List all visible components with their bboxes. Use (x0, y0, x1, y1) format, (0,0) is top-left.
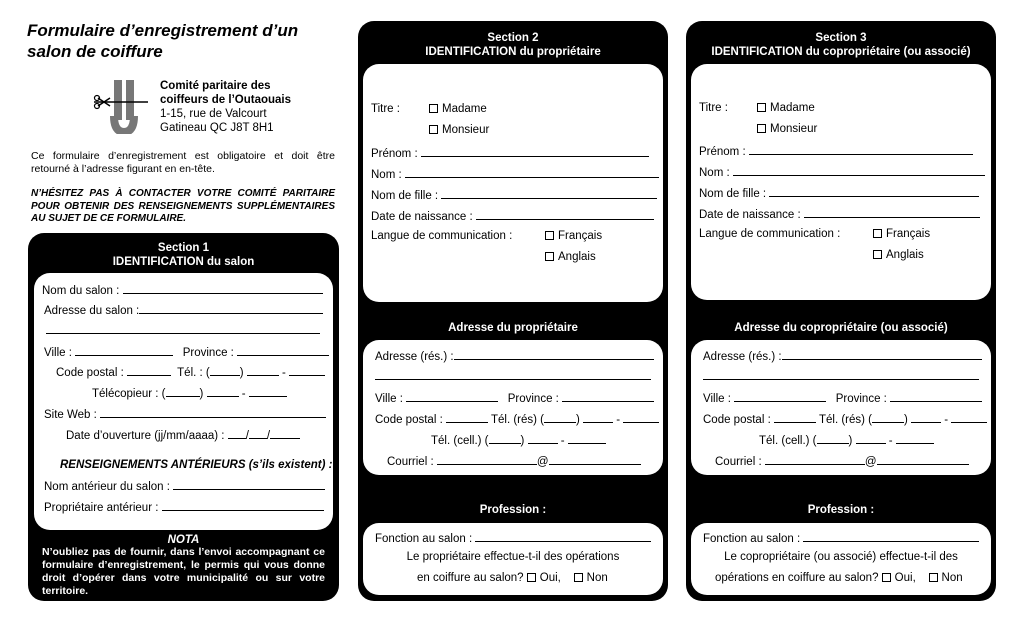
code-postal-field-s2[interactable] (446, 412, 488, 423)
monsieur-checkbox-s3[interactable] (757, 124, 766, 133)
province-label-s3: Province : (835, 393, 887, 405)
adresse-salon-label: Adresse du salon : (44, 305, 140, 317)
section1-number: Section 1 (157, 242, 210, 254)
fonction-label-s2: Fonction au salon : (375, 533, 473, 545)
nom-anterieur-label: Nom antérieur du salon : (44, 481, 170, 493)
section2-heading: IDENTIFICATION du propriétaire (425, 46, 601, 58)
code-postal-label: Code postal : (56, 367, 124, 379)
nom-anterieur-field[interactable] (173, 479, 325, 490)
adresse-res-label-s3: Adresse (rés.) : (703, 351, 782, 363)
titre-label-s3: Titre : (699, 102, 728, 114)
fonction-label-s3: Fonction au salon : (703, 533, 801, 545)
section2-card (358, 21, 668, 601)
code-postal-field[interactable] (127, 365, 171, 376)
question-line1-s2: Le propriétaire effectue-t-il des opérations (406, 551, 620, 563)
ville-label-s3: Ville : (703, 393, 731, 405)
nom-label-s3: Nom : (699, 167, 730, 179)
courriel-domain-field-s3[interactable] (877, 454, 969, 465)
adresse-res-field-2[interactable] (375, 369, 651, 380)
section3-heading: IDENTIFICATION du copropriétaire (ou associé) (711, 46, 971, 58)
tel-area-field[interactable] (210, 365, 240, 376)
scissors-comb-logo-icon (92, 78, 152, 134)
tel-res-field-2-s3[interactable] (951, 412, 987, 423)
org-address1: 1-15, rue de Valcourt (160, 108, 267, 120)
form-title: Formulaire d’enregistrement d’un salon de coiffure (27, 21, 299, 61)
tel-res-label: Tél. (rés) ( (490, 414, 544, 426)
tel-res-field-2[interactable] (623, 412, 659, 423)
prenom-label-s3: Prénom : (699, 146, 746, 158)
question-line1-s3: Le copropriétaire (ou associé) effectue-t-il des (724, 551, 958, 563)
proprietaire-anterieur-label: Propriétaire antérieur : (44, 502, 159, 514)
prenom-field[interactable] (421, 146, 649, 157)
francais-checkbox-s3[interactable] (873, 229, 882, 238)
code-postal-label-s2: Code postal : (375, 414, 443, 426)
tel-cell-field-2-s3[interactable] (896, 433, 934, 444)
date-ouverture-label: Date d’ouverture (jj/mm/aaaa) : (66, 430, 225, 442)
site-web-label: Site Web : (44, 409, 97, 421)
province-field-s3[interactable] (890, 391, 982, 402)
at-symbol: @ (536, 456, 549, 468)
langue-label-s3: Langue de communication : (699, 228, 841, 240)
anglais-label: Anglais (558, 251, 596, 263)
madame-checkbox-s3[interactable] (757, 103, 766, 112)
adresse-salon-field[interactable] (139, 303, 323, 314)
org-name-line1: Comité paritaire des (160, 80, 271, 92)
date-naissance-label-s3: Date de naissance : (699, 209, 801, 221)
non-label-s3: Non (941, 572, 963, 584)
nom-fille-label: Nom de fille : (371, 190, 439, 202)
question-line2-s2: en coiffure au salon? (417, 572, 524, 584)
fonction-field-s2[interactable] (475, 531, 651, 542)
adresse-salon-field-2[interactable] (46, 323, 320, 334)
tel-cell-field[interactable] (528, 433, 558, 444)
anglais-label-s3: Anglais (886, 249, 924, 261)
section3-identification-panel (691, 64, 991, 300)
oui-checkbox-s2[interactable] (527, 573, 536, 582)
date-mm-field[interactable] (249, 428, 267, 439)
section1-heading: IDENTIFICATION du salon (112, 256, 255, 268)
francais-checkbox[interactable] (545, 231, 554, 240)
section3-number: Section 3 (815, 32, 867, 44)
adresse-res-field-2-s3[interactable] (703, 369, 979, 380)
adresse-coproprietaire-heading: Adresse du copropriétaire (ou associé) (734, 322, 948, 334)
at-symbol-s3: @ (864, 456, 877, 468)
profession-heading-s2: Profession : (479, 504, 547, 516)
non-checkbox-s2[interactable] (574, 573, 583, 582)
anglais-checkbox-s3[interactable] (873, 250, 882, 259)
nota-text: N’oubliez pas de fournir, dans l’envoi accompagnant ce formulaire d’enregistrement, le permis qui vous donne droit d’opérer dans votre municipalité ou sur votre territoire. (42, 546, 325, 597)
telecopieur-label: Télécopieur : ( (92, 388, 166, 400)
francais-label: Français (558, 230, 603, 242)
oui-checkbox-s3[interactable] (882, 573, 891, 582)
section2-profession-panel (363, 523, 663, 595)
section2-number: Section 2 (487, 32, 539, 44)
ville-label-s2: Ville : (375, 393, 403, 405)
monsieur-label: Monsieur (442, 124, 490, 136)
adresse-res-field-s3[interactable] (782, 349, 982, 360)
prenom-field-s3[interactable] (749, 144, 973, 155)
prenom-label: Prénom : (371, 148, 418, 160)
madame-label-s3: Madame (770, 102, 815, 114)
oui-label-s2: Oui, (539, 572, 561, 584)
courriel-label-s3: Courriel : (715, 456, 762, 468)
section3-profession-panel (691, 523, 991, 595)
section3-card (686, 21, 996, 601)
tel-label: Tél. : ( (177, 367, 210, 379)
tel-cell-field-2[interactable] (568, 433, 606, 444)
oui-label-s3: Oui, (894, 572, 916, 584)
ville-label: Ville : (44, 347, 72, 359)
nom-label: Nom : (371, 169, 402, 181)
nom-fille-field-s3[interactable] (769, 186, 979, 197)
nom-field[interactable] (405, 167, 659, 178)
monsieur-label-s3: Monsieur (770, 123, 818, 135)
nom-salon-field[interactable] (123, 283, 323, 294)
section2-identification-panel (363, 64, 663, 302)
section1-card (28, 233, 339, 601)
nom-fille-field[interactable] (441, 188, 657, 199)
section1-panel: Nom du salon : Adresse du salon : Ville : Province : Code postal : Tél. : ( ) - Télécopieur : ( ) - Site Web : Date d’ouverture (jj/mm/aaaa) : / / RENSEIGNEMENTS ANTÉRIEURS (s’ils existent) : Nom antérieur du salon : Propriétaire antérieur : (34, 273, 333, 530)
telecopieur-field[interactable] (207, 386, 239, 397)
fonction-field-s3[interactable] (803, 531, 979, 542)
date-aaaa-field[interactable] (270, 428, 300, 439)
tel-res-area-field-s3[interactable] (872, 412, 904, 423)
nom-field-s3[interactable] (733, 165, 985, 176)
adresse-proprietaire-heading: Adresse du propriétaire (448, 322, 578, 334)
non-label-s2: Non (586, 572, 608, 584)
anglais-checkbox[interactable] (545, 252, 554, 261)
monsieur-checkbox[interactable] (429, 125, 438, 134)
section2-address-panel: Adresse (rés.) : Ville : Province : Code postal : Tél. (rés) ( ) - Tél. (cell.) ( ) - Courriel : @ (363, 340, 663, 475)
code-postal-field-s3[interactable] (774, 412, 816, 423)
date-naissance-field[interactable] (476, 209, 654, 220)
courriel-user-field-s3[interactable] (765, 454, 865, 465)
non-checkbox-s3[interactable] (929, 573, 938, 582)
date-naissance-label: Date de naissance : (371, 211, 473, 223)
tel-cell-label: Tél. (cell.) ( (431, 435, 489, 447)
madame-label: Madame (442, 103, 487, 115)
courriel-domain-field[interactable] (549, 454, 641, 465)
tel-cell-area-field-s3[interactable] (817, 433, 849, 444)
tel-field[interactable] (247, 365, 279, 376)
courriel-user-field[interactable] (437, 454, 537, 465)
tel-res-field-s3[interactable] (911, 412, 941, 423)
ville-field-s3[interactable] (734, 391, 826, 402)
adresse-res-label: Adresse (rés.) : (375, 351, 454, 363)
tel-cell-label-s3: Tél. (cell.) ( (759, 435, 817, 447)
ville-field[interactable] (75, 345, 173, 356)
tel-res-label-s3: Tél. (rés) ( (818, 414, 872, 426)
section3-address-panel: Adresse (rés.) : Ville : Province : Code postal : Tél. (rés) ( ) - Tél. (cell.) ( ) - Courriel : @ (691, 340, 991, 475)
province-label: Province : (182, 347, 234, 359)
telecopieur-area-field[interactable] (166, 386, 200, 397)
intro-text: Ce formulaire d’enregistrement est obligatoire et doit être retourné à l’adresse figurant en en-tête. (31, 150, 335, 175)
tel-field-2[interactable] (289, 365, 325, 376)
tel-cell-field-s3[interactable] (856, 433, 886, 444)
tel-cell-area-field[interactable] (489, 433, 521, 444)
nom-fille-label-s3: Nom de fille : (699, 188, 767, 200)
langue-label: Langue de communication : (371, 230, 513, 242)
date-naissance-field-s3[interactable] (804, 207, 980, 218)
titre-label: Titre : (371, 103, 400, 115)
org-address2: Gatineau QC J8T 8H1 (160, 122, 274, 134)
date-jj-field[interactable] (228, 428, 246, 439)
org-address (160, 79, 291, 135)
francais-label-s3: Français (886, 228, 931, 240)
tel-res-area-field[interactable] (544, 412, 576, 423)
province-field-s2[interactable] (562, 391, 654, 402)
nom-salon-label: Nom du salon : (42, 285, 120, 297)
question-line2-s3: opérations en coiffure au salon? (715, 572, 879, 584)
madame-checkbox[interactable] (429, 104, 438, 113)
profession-heading-s3: Profession : (807, 504, 875, 516)
proprietaire-anterieur-field[interactable] (162, 500, 324, 511)
nota-heading: NOTA (167, 534, 200, 546)
adresse-res-field[interactable] (454, 349, 654, 360)
warning-text: N’HÉSITEZ PAS À CONTACTER VOTRE COMITÉ PARITAIRE POUR OBTENIR DES RENSEIGNEMENTS SUPPLÉMENTAIRES AU SUJET DE CE FORMULAIRE. (31, 188, 335, 224)
courriel-label: Courriel : (387, 456, 434, 468)
ville-field-s2[interactable] (406, 391, 498, 402)
tel-res-field[interactable] (583, 412, 613, 423)
telecopieur-field-2[interactable] (249, 386, 287, 397)
code-postal-label-s3: Code postal : (703, 414, 771, 426)
org-name-line2: coiffeurs de l’Outaouais (160, 94, 291, 106)
province-field[interactable] (237, 345, 329, 356)
province-label-s2: Province : (507, 393, 559, 405)
anterieurs-heading: RENSEIGNEMENTS ANTÉRIEURS (s’ils existent) : (60, 459, 333, 471)
site-web-field[interactable] (100, 407, 326, 418)
